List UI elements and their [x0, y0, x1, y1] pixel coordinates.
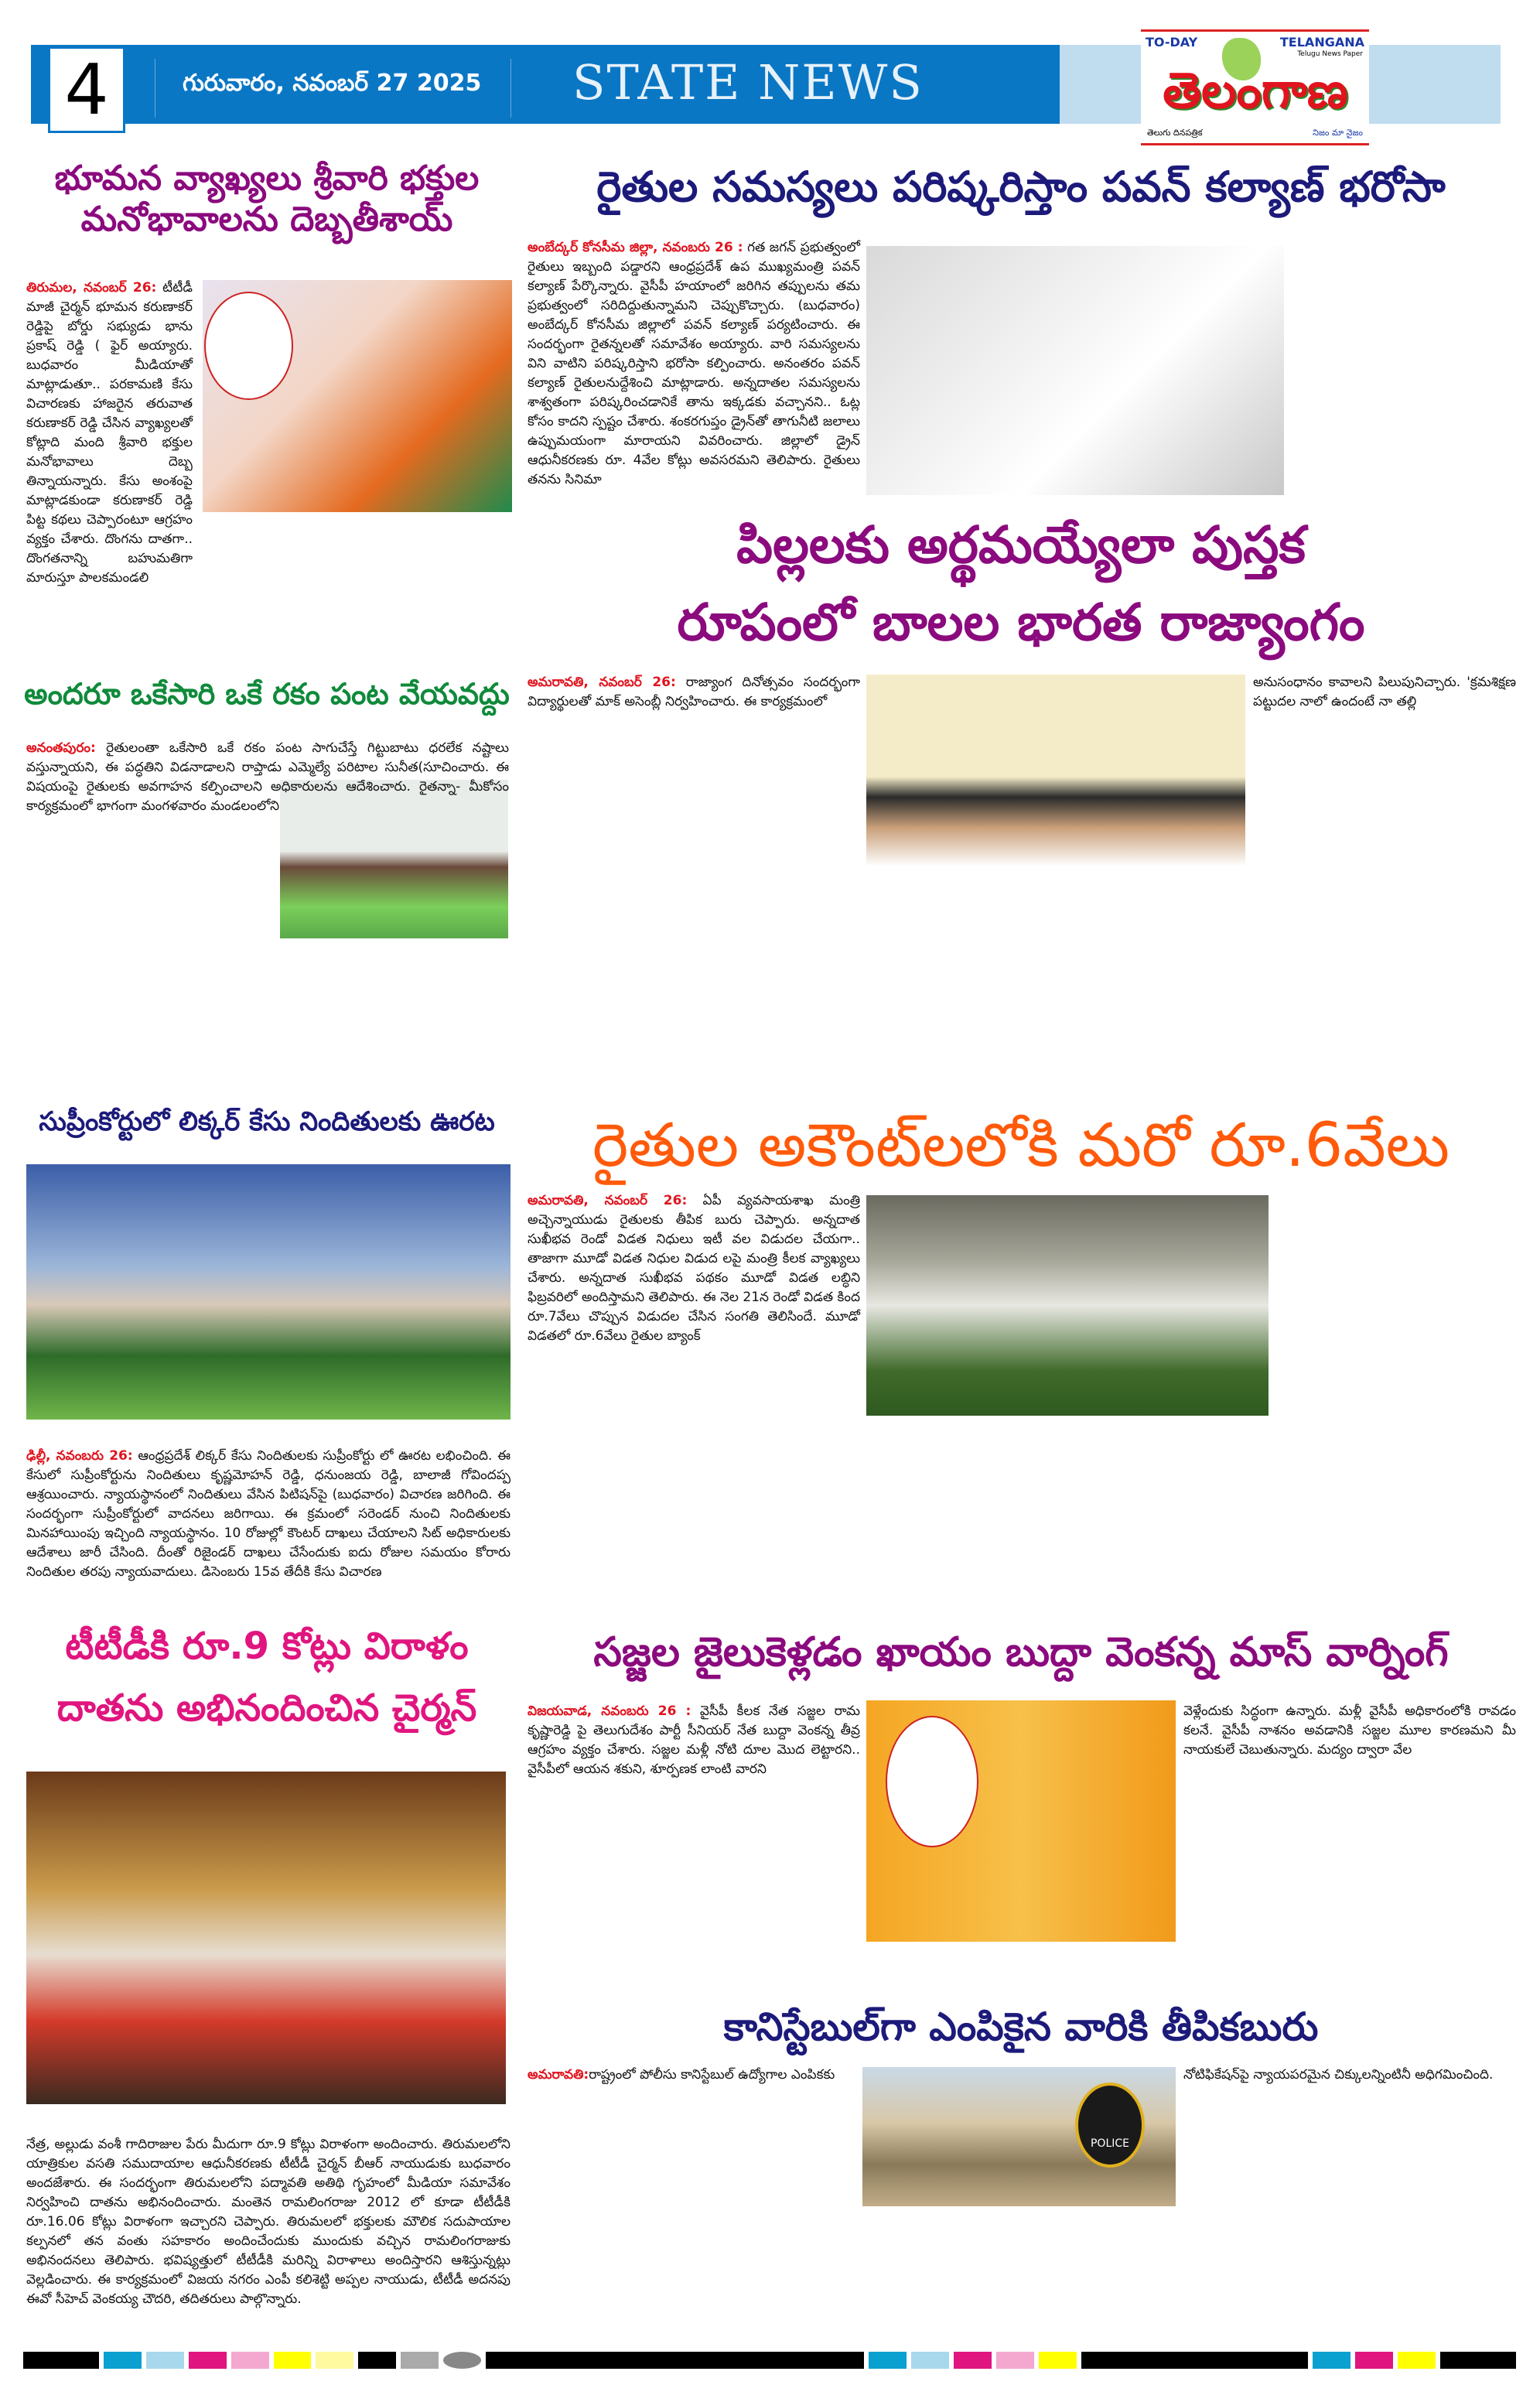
- headline-farmers-6000: రైతుల అకౌంట్‌లలోకి మరో రూ.6వేలు: [592, 1111, 1450, 1181]
- article-body: [528, 2066, 852, 2321]
- article-text: వైసీపీ కీలక నేత సజ్జల రామ కృష్ణారెడ్డి పై తెలుగుదేశం పార్టీ సీనియర్ నేత బుద్దా వెంకన్న తీవ్ర ఆగ్రహం వ్యక్తం చేశారు. సజ్జల మళ్లీ నోటి దూల మొద లెట్టారని.. వైసీపీలో ఆయన శకుని, శూర్పణక లాంటి వారని: [528, 1703, 860, 1777]
- logo-motto: నిజం మా నైజం: [1313, 128, 1363, 138]
- article-body: [528, 1191, 860, 1416]
- article-text: అనుసంధానం కావాలని పిలుపునిచ్చారు. 'క్రమశిక్షణ పట్టుదల నాలో ఉందంటే నా తల్లి: [1253, 675, 1516, 709]
- dateline: అమరావతి, నవంబర్ 26:: [528, 675, 676, 690]
- article-body: [528, 238, 860, 497]
- article-text: టీటీడీ మాజీ చైర్మన్ భూమన కరుణాకర్ రెడ్డిపై బోర్డు సభ్యుడు భాను ప్రకాష్ రెడ్డి ( ఫైర్ అయ్యారు. బుధవారం మీడియాతో మాట్లాడుతూ.. పరకామణి కేసు విచారణకు హాజరైన తరువాత కరుణాకర్ రెడ్డి చేసిన వ్యాఖ్యలతో కోట్లాది మంది శ్రీవారి భక్తుల మనోభావాలు దెబ్బ తిన్నాయన్నారు. కేసు అంశంపై మాట్లాడకుండా కరుణాకర్ రెడ్డి పిట్ట కథలు చెప్పారంటూ ఆగ్రహం వ్యక్తం చేశారు. దొంగను దాతగా.. దొంగతనాన్ని బహుమతిగా మారుస్తూ పాలకమండలి: [26, 280, 193, 586]
- article-body-continued: [1292, 238, 1516, 497]
- article-photo: [203, 280, 512, 512]
- print-color-bar: [23, 2352, 1516, 2369]
- headline-constitution-line2: రూపంలో బాలల భారత రాజ్యాంగం: [677, 593, 1365, 652]
- logo-subtitle: Telugu News Paper: [1297, 50, 1363, 58]
- issue-date: గురువారం, నవంబర్ 27 2025: [183, 70, 482, 97]
- police-photo: [862, 2067, 1176, 2206]
- lokesh-photo: [866, 675, 1245, 930]
- article-text: నోటిఫికేషన్‌పై న్యాయపరమైన చిక్కులన్నింటినీ అధిగమించింది.: [1183, 2067, 1494, 2083]
- headline-sajjala: సజ్జల జైలుకెళ్లడం ఖాయం బుద్దా వెంకన్న మాస్ వార్నింగ్: [593, 1629, 1449, 1676]
- article-body: [26, 2135, 510, 2329]
- article-body-right: [1183, 1702, 1516, 1949]
- police-badge-icon: POLICE: [1075, 2083, 1145, 2168]
- article-photo: [866, 1700, 1176, 1942]
- article-body: [528, 673, 860, 928]
- article-body-right: [1253, 673, 1516, 928]
- article-body: [26, 278, 193, 586]
- dateline: అంబేద్కర్ కోనసీమ జిల్లా, నవంబరు 26 :: [528, 240, 743, 255]
- page-number: 4: [48, 46, 125, 133]
- article-body: [26, 739, 509, 1079]
- logo-text: TO-DAY: [1146, 35, 1198, 50]
- article-text: రైతులంతా ఒకేసారి ఒకే రకం పంట సాగుచేస్తే గిట్టుబాటు ధరలేక నష్టాలు వస్తున్నాయని, ఈ పద్ధతిని విడనాడాలని రాప్తాడు ఎమ్మెల్యే పరిటాల సునీత(సూచించారు. ఈ విషయంపై రైతులకు అవగాహన కల్పించాలని అధికారులను ఆదేశించారు. రైతన్నా- మీకోసం కార్యక్రమంలో భాగంగా మంగళవారం మండలంలోని: [26, 740, 509, 814]
- article-text: గత జగన్ ప్రభుత్వంలో రైతులు ఇబ్బంది పడ్డారని ఆంధ్రప్రదేశ్ ఉప ముఖ్యమంత్రి పవన్ కల్యాణ్ పేర్కొన్నారు. వైసీపీ హయాంలో జరిగిన తప్పులను తమ ప్రభుత్వంలో సరిదిద్దుతున్నామని చెప్పుకొచ్చారు. (బుధవారం) అంబేద్కర్ కోనసీమ జిల్లాలో పవన్ కల్యాణ్ పర్యటించారు. ఈ సందర్భంగా రైతన్నలతో సమావేశం అయ్యారు. వారి సమస్యలను విని వాటిని పరిష్కరిస్తాని భరోసా కల్పించారు. అనంతరం పవన్ కల్యాణ్ రైతులనుద్దేశించి మాట్లాడారు. అన్నదాతల సమస్యలను శాశ్వతంగా పరిష్కరించడానికే తాను ఇక్కడకు వచ్చానని.. ఓట్ల కోసం కాదని స్పష్టం చేశారు. శంకరగుప్తం డ్రైన్‌తో తాగునీటి జలాలు ఉప్పుమయంగా మారాయని వివరించారు. జిల్లాలో డ్రైన్ ఆధునీకరణకు రూ. 4వేల కోట్లు అవసరమని తెలిపారు. రైతులు తనను సినిమా: [528, 240, 860, 487]
- headline-liquor: సుప్రీంకోర్టులో లిక్కర్ కేసు నిందితులకు ఊరట: [39, 1106, 495, 1137]
- article-text: నేత్ర, అల్లుడు వంశీ గాదిరాజుల పేరు మీదుగా రూ.9 కోట్లు విరాళంగా అందించారు. తిరుమలలోని యాత్రికుల వసతి సముదాయాల ఆధునీకరణకు టీటీడీ చైర్మన్ బీఆర్ నాయుడుకు బుధవారం అందజేశారు. ఈ సందర్భంగా తిరుమలలోని పద్మావతి అతిథి గృహంలో మీడియా సమావేశం నిర్వహించి దాతను అభినందించారు. మంతెన రామలింగరాజు 2012 లో కూడా టీటీడీకి రూ.16.06 కోట్లు విరాళంగా ఇచ్చారని చెప్పారు. తిరుమలలో భక్తులకు మౌలిక సదుపాయాల కల్పనలో తన వంతు సహకారం అందించేందుకు ముందుకు వచ్చిన రామలింగరాజుకు అభినందనలు తెలిపారు. భవిష్యత్తులో టీటీడీకి మరిన్ని విరాళాలు అందిస్తారని ఆశిస్తున్నట్లు వెల్లడించారు. ఈ కార్యక్రమంలో విజయ నగరం ఎంపీ కలిశెట్టి అప్పల నాయుడు, టీటీడీ అదనపు ఈవో సీహెచ్ వెంకయ్య చౌదరి, తదితరులు పాల్గొన్నారు.: [26, 2137, 510, 2307]
- dateline: విజయవాడ, నవంబరు 26 :: [528, 1703, 691, 1719]
- headline-constable: కానిస్టేబుల్‌గా ఎంపికైన వారికి తీపికబురు: [723, 2004, 1319, 2049]
- headline-ttd-line2: దాతను అభినందించిన చైర్మన్: [56, 1686, 477, 1730]
- headline-ttd-line1: టీటీడీకి రూ.9 కోట్లు విరాళం: [65, 1625, 469, 1668]
- dateline: అమరావతి:: [528, 2067, 589, 2083]
- logo-name: తెలంగాణ: [1163, 63, 1348, 120]
- article-text: ఆంధ్రప్రదేశ్ లిక్కర్ కేసు నిందితులకు సుప్రీంకోర్టు లో ఊరట లభించింది. ఈ కేసులో సుప్రీంకోర్టును నిందితులు కృష్ణమోహన్ రెడ్డి, ధనుంజయ రెడ్డి, బాలాజీ గోవిందప్ప ఆశ్రయించారు. న్యాయస్థానంలో నిందితులు వేసిన పిటిషన్‌పై (బుధవారం) విచారణ జరిగింది. ఈ సందర్భంగా సుప్రీంకోర్టులో వాదనలు జరిగాయి. ఈ క్రమంలో సరెండర్ నుంచి నిందితులకు మినహాయింపు ఇచ్చింది న్యాయస్థానం. 10 రోజుల్లో కౌంటర్ దాఖలు చేయాలని సిట్ అధికారులకు ఆదేశాలు జారీ చేసింది. దీంతో రిజైండర్ దాఖలు చేసేందుకు ఐదు రోజుల సమయం కోరారు నిందితుల తరపు న్యాయవాదులు. డిసెంబరు 15వ తేదీకి కేసు విచారణ: [26, 1448, 510, 1580]
- farm-visit-photo: [866, 1195, 1269, 1416]
- dateline: అమరావతి, నవంబర్ 26:: [528, 1193, 688, 1208]
- article-body: [528, 1702, 860, 1949]
- inset-portrait: [204, 292, 293, 400]
- supreme-court-photo: [26, 1164, 510, 1420]
- article-body: [26, 1447, 510, 1613]
- article-body-right: [1183, 2066, 1516, 2321]
- article-text: రాష్ట్రంలో పోలీసు కానిస్టేబుల్ ఉద్యోగాల ఎంపికకు: [589, 2067, 835, 2083]
- dateline: ఢిల్లీ, నవంబరు 26:: [26, 1448, 133, 1464]
- article-text: వెళ్లేందుకు సిద్ధంగా ఉన్నారు. మళ్లీ వైసీపీ అధికారంలోకి రావడం కలనే. వైసీపీ నాశనం అవడానికి సజ్జల మూల కారణమని మీ నాయకులే చెబుతున్నారు. మద్యం ద్వారా వేల: [1183, 1703, 1516, 1758]
- headline-bhumana: భూమన వ్యాఖ్యలు శ్రీవారి భక్తుల మనోభావాలను దెబ్బతీశాయ్: [54, 159, 480, 239]
- inset-portrait: [886, 1716, 978, 1847]
- dateline: అనంతపురం:: [26, 740, 96, 756]
- headline-crop: అందరూ ఒకేసారి ఒకే రకం పంట వేయవద్దు: [24, 677, 510, 711]
- logo-tagline: తెలుగు దినపత్రిక: [1147, 128, 1203, 138]
- article-text: ఏపీ వ్యవసాయశాఖ మంత్రి అచ్చెన్నాయుడు రైతులకు తీపిక బురు చెప్పారు. అన్నదాత సుఖీభవ రెండో విడత నిధులు ఇటీ వల విడుదల చేయగా.. తాజాగా మూడో విడత నిధుల విడుద లపై మంత్రి కీలక వ్యాఖ్యలు చేశారు. అన్నదాత సుఖీభవ పథకం మూడో విడత లబ్ధిని ఫిబ్రవరిలో అందిస్తామని తెలిపారు. ఈ నెల 21న రెండో విడత కింద రూ.7వేలు చొప్పున విడుదల చేసిన సంగతి తెలిసిందే. మూడో విడతలో రూ.6వేలు రైతుల బ్యాంక్: [528, 1193, 861, 1344]
- section-title: STATE NEWS: [572, 54, 924, 111]
- pawan-kalyan-photo: [866, 246, 1284, 495]
- divider: [510, 59, 511, 118]
- article-photo: [26, 1772, 506, 2104]
- newspaper-logo: [1141, 29, 1369, 145]
- headline-pawan: రైతుల సమస్యలు పరిష్కరిస్తాం పవన్ కల్యాణ్ భరోసా: [596, 162, 1446, 211]
- article-text: రాజ్యాంగ దినోత్సవం సందర్భంగా విద్యార్థులతో మాక్ అసెంబ్లీ నిర్వహించారు. ఈ కార్యక్రమంలో: [528, 675, 860, 709]
- dateline: తిరుమల, నవంబర్ 26:: [26, 280, 157, 296]
- headline-constitution-line1: పిల్లలకు అర్థమయ్యేలా పుస్తక: [736, 515, 1306, 575]
- logo-text: TELANGANA: [1279, 35, 1364, 50]
